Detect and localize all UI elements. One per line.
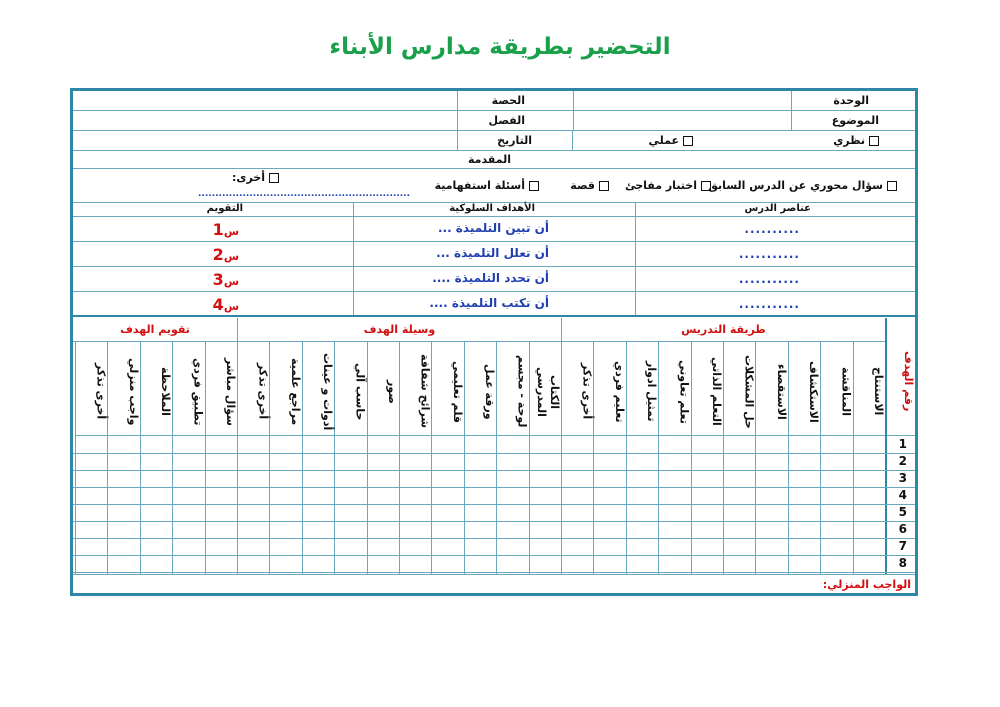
- method-column-label: شرائح شفافة: [418, 354, 432, 429]
- intro-option-3[interactable]: [570, 179, 609, 192]
- column-divider: [107, 436, 108, 574]
- theory-checkbox[interactable]: [869, 136, 879, 146]
- column-divider: [853, 436, 854, 574]
- method-column-header: [367, 342, 399, 436]
- method-column-label: الاستنتاج: [872, 367, 885, 416]
- method-column-label: أخرى تذكر: [256, 363, 270, 420]
- row-number: 8: [898, 556, 907, 570]
- element-cell[interactable]: [635, 292, 915, 315]
- eval-group-header: [73, 318, 237, 342]
- objective-text: أن تعلل التلميذة ...: [436, 246, 549, 260]
- intro-options-row: [73, 169, 915, 203]
- unit-value-cell[interactable]: [573, 91, 791, 110]
- method-column-label: أدوات و عينات: [321, 352, 335, 431]
- theory-option[interactable]: [833, 134, 879, 147]
- unit-label: الوحدة: [833, 94, 869, 107]
- objective-cell[interactable]: [353, 217, 635, 241]
- eval-cell[interactable]: [73, 242, 353, 266]
- method-column-label: المناقشة: [839, 367, 853, 416]
- eval-cell[interactable]: [73, 267, 353, 291]
- date-label-cell: [457, 131, 573, 150]
- column-divider: [431, 436, 432, 574]
- column-divider: [691, 436, 692, 574]
- method-column-label: تمثيل ادوار: [645, 361, 659, 422]
- method-column-label: سؤال مباشر: [224, 357, 237, 426]
- means-group-text: وسيلة الهدف: [363, 323, 436, 336]
- row-numbers: [885, 436, 915, 574]
- row-number: 3: [898, 471, 907, 485]
- eval-label: س2: [212, 245, 239, 264]
- column-divider: [529, 436, 530, 574]
- method-column-label: تطبيق فردي: [191, 357, 205, 426]
- method-column-header: [431, 342, 463, 436]
- unit-label-cell: [791, 91, 915, 110]
- objective-cell[interactable]: [353, 292, 635, 315]
- objectives-header-text: الأهداف السلوكية: [449, 203, 535, 214]
- intro-row: [73, 151, 915, 169]
- element-cell[interactable]: [635, 267, 915, 291]
- objective-row: [73, 267, 915, 292]
- method-column-header: [75, 342, 107, 436]
- objectives-header: [353, 203, 635, 216]
- column-divider: [75, 436, 76, 574]
- eval-label: س4: [212, 295, 239, 314]
- method-column-label: أخرى تذكر: [94, 363, 108, 420]
- method-column-label: مراجع علمية: [288, 357, 302, 426]
- method-column-label: الكتاب المدرسي: [535, 366, 561, 417]
- column-divider: [302, 436, 303, 574]
- row-number: 1: [898, 437, 907, 451]
- teaching-group-text: طريقة التدريس: [681, 323, 766, 336]
- practical-label: عملي: [648, 134, 679, 147]
- method-column-header: [593, 342, 625, 436]
- row-number: 4: [898, 488, 907, 502]
- method-column-header: [626, 342, 658, 436]
- row-number: 2: [898, 454, 907, 468]
- objective-text: أن تحدد التلميذة ....: [432, 271, 549, 285]
- method-column-header: [529, 342, 561, 436]
- column-divider: [172, 436, 173, 574]
- method-column-label: واجب منزلي: [126, 357, 140, 426]
- objective-cell[interactable]: [353, 242, 635, 266]
- column-divider: [658, 436, 659, 574]
- method-column-header: [205, 342, 237, 436]
- practical-option[interactable]: [648, 134, 693, 147]
- class-label-cell: [457, 111, 573, 130]
- column-divider: [237, 436, 238, 574]
- elements-header: [635, 203, 915, 216]
- theory-label: نظري: [833, 134, 865, 147]
- objectives-header-row: [73, 203, 915, 217]
- checkbox-icon[interactable]: [529, 181, 539, 191]
- method-column-label: الملاحظة: [159, 367, 173, 416]
- intro-other-dots: ..............................................................: [198, 189, 410, 199]
- checkbox-icon[interactable]: [599, 181, 609, 191]
- evaluation-header-text: التقويم: [206, 203, 243, 214]
- checkbox-icon[interactable]: [701, 181, 711, 191]
- element-dots: ...........: [738, 247, 800, 261]
- column-divider: [593, 436, 594, 574]
- method-column-header: [237, 342, 269, 436]
- header-row-2: [73, 111, 915, 131]
- column-divider: [367, 436, 368, 574]
- checkbox-icon[interactable]: [887, 181, 897, 191]
- intro-option-1[interactable]: [708, 179, 897, 192]
- column-divider: [561, 436, 562, 574]
- intro-option-2[interactable]: [625, 179, 711, 192]
- eval-group-text: تقويم الهدف: [120, 323, 190, 336]
- element-cell[interactable]: [635, 242, 915, 266]
- homework-row: [73, 574, 915, 593]
- row-number: 7: [898, 539, 907, 553]
- intro-option-label: سؤال محوري عن الدرس السابق: [708, 179, 883, 192]
- method-column-header: [172, 342, 204, 436]
- method-column-label: تعلم تعاوني: [677, 359, 691, 424]
- eval-cell[interactable]: [73, 217, 353, 241]
- method-column-header: [755, 342, 787, 436]
- eval-cell[interactable]: [73, 292, 353, 315]
- method-column-header: [399, 342, 431, 436]
- goal-number-header: رقم الهدف: [887, 318, 915, 436]
- objective-cell[interactable]: [353, 267, 635, 291]
- lesson-value-cell[interactable]: [73, 91, 457, 110]
- practical-checkbox[interactable]: [683, 136, 693, 146]
- element-dots: ...........: [738, 297, 800, 311]
- class-value-cell[interactable]: [73, 111, 457, 130]
- header-row-3: [73, 131, 915, 151]
- objective-text: أن تكتب التلميذة ....: [429, 296, 549, 310]
- method-column-label: تعليم فردي: [612, 360, 626, 423]
- column-divider: [464, 436, 465, 574]
- column-divider: [626, 436, 627, 574]
- method-column-header: [561, 342, 593, 436]
- column-divider: [269, 436, 270, 574]
- date-label: التاريخ: [497, 134, 532, 147]
- method-column-label: التعلم الذاتي: [710, 357, 723, 426]
- method-column-label: حاسب آلي: [353, 362, 367, 421]
- topic-label: الموضوع: [831, 114, 879, 127]
- method-column-header: [464, 342, 496, 436]
- method-column-header: [853, 342, 885, 436]
- column-divider: [140, 436, 141, 574]
- column-divider: [820, 436, 821, 574]
- column-divider: [205, 436, 206, 574]
- element-cell[interactable]: [635, 217, 915, 241]
- intro-option-label: أخرى:: [231, 171, 265, 184]
- method-column-header: [658, 342, 690, 436]
- method-column-header: [334, 342, 366, 436]
- intro-label: المقدمة: [467, 153, 511, 166]
- column-divider: [399, 436, 400, 574]
- method-column-label: أخرى تذكر: [580, 363, 594, 420]
- method-column-label: لوحة - مجسم: [515, 355, 529, 428]
- method-column-header: [302, 342, 334, 436]
- header-row-1: [73, 91, 915, 111]
- column-divider: [755, 436, 756, 574]
- column-divider: [496, 436, 497, 574]
- method-column-header: [140, 342, 172, 436]
- intro-option-4[interactable]: [435, 179, 539, 192]
- method-column-header: [691, 342, 723, 436]
- method-column-label: قلم تعليمي: [450, 360, 464, 423]
- column-divider: [788, 436, 789, 574]
- objective-row: [73, 217, 915, 242]
- row-number: 5: [898, 505, 907, 519]
- teaching-group-header: [561, 318, 885, 342]
- column-divider: [334, 436, 335, 574]
- objective-row: [73, 242, 915, 267]
- intro-option-label: قصة: [570, 179, 595, 192]
- elements-header-text: عناصر الدرس: [744, 203, 811, 214]
- eval-label: س1: [212, 220, 239, 239]
- method-column-header: [723, 342, 755, 436]
- method-columns: [73, 342, 885, 574]
- objective-text: أن تبين التلميذة ...: [437, 221, 549, 235]
- means-group-header: [237, 318, 561, 342]
- element-dots: ...........: [738, 272, 800, 286]
- lesson-label-cell: [457, 91, 573, 110]
- topic-label-cell: [791, 111, 915, 130]
- homework-label: الواجب المنزلي:: [822, 578, 911, 591]
- method-column-label: ورقة عمل: [483, 363, 497, 420]
- objective-row: [73, 292, 915, 317]
- method-column-header: [107, 342, 139, 436]
- method-column-header: [820, 342, 852, 436]
- intro-option-label: اختبار مفاجئ: [625, 179, 697, 192]
- column-divider: [723, 436, 724, 574]
- intro-option-label: أسئلة استفهامية: [434, 179, 525, 192]
- methods-table: [73, 318, 915, 574]
- method-column-label: الاستكشاف: [807, 360, 821, 423]
- method-column-label: صور: [386, 379, 399, 404]
- row-number: 6: [898, 522, 907, 536]
- method-column-label: حل المشكلات: [742, 354, 756, 429]
- evaluation-header: [73, 203, 353, 216]
- lesson-plan-form: [70, 88, 918, 596]
- topic-value-cell[interactable]: [573, 111, 791, 130]
- method-column-header: [788, 342, 820, 436]
- intro-option-other[interactable]: [232, 171, 279, 184]
- checkbox-icon[interactable]: [269, 173, 279, 183]
- eval-label: س3: [212, 270, 239, 289]
- lesson-label: الحصة: [491, 94, 525, 107]
- class-label: الفصل: [488, 114, 525, 127]
- method-column-label: الاستقصاء: [774, 363, 788, 420]
- method-column-header: [269, 342, 301, 436]
- element-dots: ..........: [744, 222, 800, 236]
- method-column-header: [496, 342, 528, 436]
- page-title: التحضير بطريقة مدارس الأبناء: [329, 34, 671, 60]
